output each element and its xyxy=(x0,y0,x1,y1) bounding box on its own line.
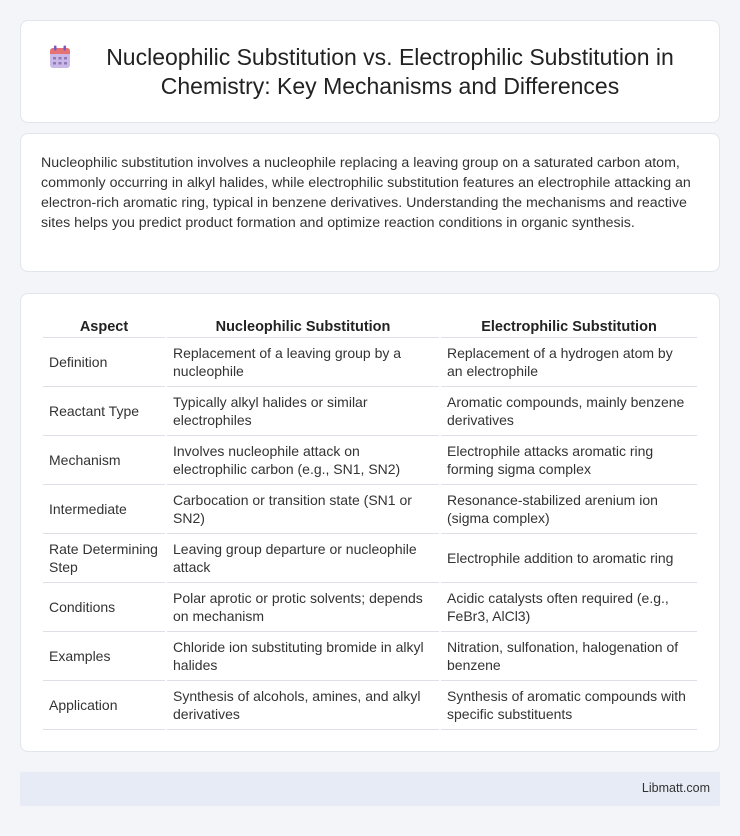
intro-paragraph: Nucleophilic substitution involves a nucleophile replacing a leaving group on a saturated carbon atom, commonly occurring in alkyl halides, while electrophilic substitution features an electrophile attacking an electron-rich aromatic ring, typical in benzene derivatives. Understanding the mechanisms and reactive sites helps you predict product formation and optimize reaction conditions in organic synthesis. xyxy=(41,155,691,231)
footer-site-link[interactable]: Libmatt.com xyxy=(641,781,710,795)
table-row xyxy=(43,583,697,632)
row-nucleophilic: Involves nucleophile attack on electrophilic carbon (e.g., SN1, SN2) xyxy=(167,436,439,485)
row-electrophilic: Electrophile attacks aromatic ring forming sigma complex xyxy=(441,436,697,485)
table-row xyxy=(43,387,697,436)
row-electrophilic: Resonance-stabilized arenium ion (sigma complex) xyxy=(441,485,697,534)
header-aspect: Aspect xyxy=(43,316,165,338)
intro-card xyxy=(20,133,720,272)
row-nucleophilic: Typically alkyl halides or similar electrophiles xyxy=(167,387,439,436)
header-card xyxy=(20,20,720,123)
table-row xyxy=(43,485,697,534)
row-nucleophilic: Leaving group departure or nucleophile attack xyxy=(167,534,439,583)
row-nucleophilic: Synthesis of alcohols, amines, and alkyl derivatives xyxy=(167,681,439,730)
row-aspect: Mechanism xyxy=(43,436,165,485)
row-aspect: Rate Determining Step xyxy=(43,534,165,583)
title-line-2: Chemistry: Key Mechanisms and Differences xyxy=(160,72,620,99)
title-line-1: Nucleophilic Substitution vs. Electrophilic Substitution in xyxy=(106,43,674,70)
header-nucleophilic: Nucleophilic Substitution xyxy=(167,316,439,338)
row-electrophilic: Synthesis of aromatic compounds with specific substituents xyxy=(441,681,697,730)
row-electrophilic: Aromatic compounds, mainly benzene derivatives xyxy=(441,387,697,436)
row-aspect: Definition xyxy=(43,338,165,387)
row-electrophilic: Acidic catalysts often required (e.g., FeBr3, AlCl3) xyxy=(441,583,697,632)
row-nucleophilic: Replacement of a leaving group by a nucleophile xyxy=(167,338,439,387)
table-row xyxy=(43,436,697,485)
header-electrophilic: Electrophilic Substitution xyxy=(441,316,697,338)
row-nucleophilic: Polar aprotic or protic solvents; depends on mechanism xyxy=(167,583,439,632)
row-aspect: Application xyxy=(43,681,165,730)
row-aspect: Conditions xyxy=(43,583,165,632)
row-electrophilic: Electrophile addition to aromatic ring xyxy=(441,534,697,583)
row-electrophilic: Nitration, sulfonation, halogenation of benzene xyxy=(441,632,697,681)
page-title xyxy=(66,43,674,101)
table-row xyxy=(43,534,697,583)
footer-bar xyxy=(20,772,720,806)
comparison-table-card xyxy=(20,293,720,752)
row-aspect: Intermediate xyxy=(43,485,165,534)
table-row xyxy=(43,632,697,681)
row-electrophilic: Replacement of a hydrogen atom by an electrophile xyxy=(441,338,697,387)
row-nucleophilic: Carbocation or transition state (SN1 or SN2) xyxy=(167,485,439,534)
row-aspect: Reactant Type xyxy=(43,387,165,436)
table-header-row xyxy=(43,316,697,338)
comparison-table xyxy=(41,316,699,730)
table-row xyxy=(43,681,697,730)
table-row xyxy=(43,338,697,387)
row-nucleophilic: Chloride ion substituting bromide in alkyl halides xyxy=(167,632,439,681)
row-aspect: Examples xyxy=(43,632,165,681)
